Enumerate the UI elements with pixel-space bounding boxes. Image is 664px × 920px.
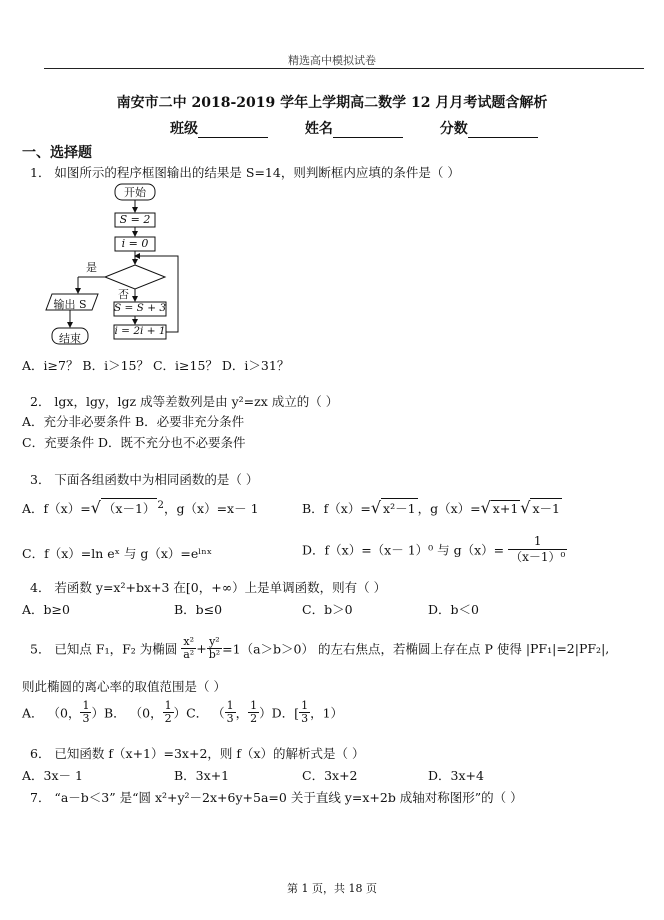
q5-stem: 5． 已知点 F₁，F₂ 为椭圆 $\frac{\text{x²}}{\text{a²}}$ + $\frac{\text{y²}}{\text{b²}}$ =1（a＞b＞0） 的左右焦点，若椭圆上存在点 P 使得 |PF₁|=2|PF₂|, — [30, 635, 610, 661]
q1-stem: 1． 如图所示的程序框图输出的结果是 S=14，则判断框内应填的条件是（ ） — [30, 165, 460, 180]
q3-d-denominator: （x－1）⁰ — [510, 550, 566, 564]
flow-i-update: i = 2i + 1 — [114, 325, 166, 337]
flow-no: 否 — [118, 288, 129, 301]
class-blank — [198, 123, 268, 138]
q3-d-fraction — [508, 534, 567, 565]
q3-b-radicand: x²－1 — [381, 498, 418, 517]
q4-option-a: A．b≥0 — [22, 602, 70, 617]
q6-option-a: A．3x－ 1 — [22, 768, 83, 783]
q5-a-den: 3 — [82, 712, 90, 725]
flow-s-init: S = 2 — [119, 213, 151, 226]
name-blank — [333, 123, 403, 138]
page-footer: 第 1 页，共 18 页 — [287, 882, 377, 895]
q5-a-squared: a² — [183, 648, 195, 661]
q4-stem: 4． 若函数 y=x²+bx+3 在[0，+∞）上是单调函数，则有（ ） — [30, 580, 387, 595]
q6-option-c: C．3x+2 — [302, 768, 358, 783]
q5-stem-prefix: 5． 已知点 F₁，F₂ 为椭圆 — [30, 641, 178, 657]
q3-b-middle: ，g（x）= — [417, 501, 481, 516]
q5-d-den: 3 — [301, 712, 309, 725]
q5-stem-line2: 则此椭圆的离心率的取值范围是（ ） — [22, 679, 226, 694]
q1-options: A．i≥7？ B．i＞15？ C．i≥15？ D．i＞31？ — [22, 358, 290, 373]
q5-options: A． （0， $\frac{1}{3}$ ）B． （0， $\frac{1}{2}$ ）C． （ $\frac{1}{3}$ ， $\frac{1}{2}$ ）D．[ $\frac{1}{3}$ ，1） — [22, 699, 344, 725]
q5-option-d: ）D．[ — [259, 705, 300, 721]
q3-a-suffix: ，g（x）=x－ 1 — [164, 501, 259, 516]
q3-b-radicand3: x－1 — [530, 498, 562, 517]
q5-d-num: 1 — [301, 699, 309, 712]
q6-option-b: B．3x+1 — [174, 768, 230, 783]
flow-start: 开始 — [124, 186, 146, 199]
q6-stem: 6． 已知函数 f（x+1）=3x+2，则 f（x）的解析式是（ ） — [30, 746, 365, 761]
q2-options-cd: C．充要条件 D．既不充分也不必要条件 — [22, 435, 246, 450]
q5-c1-den: 3 — [226, 712, 234, 725]
q5-b-num: 1 — [164, 699, 172, 712]
q5-d-frac — [299, 700, 310, 725]
flow-end: 结束 — [59, 332, 81, 345]
q5-b-squared: b² — [208, 648, 221, 661]
q4-option-d: D．b＜0 — [428, 602, 479, 617]
q5-a-num: 1 — [82, 699, 90, 712]
flow-output: 输出 S — [53, 298, 87, 311]
q5-y-squared: y² — [207, 636, 222, 649]
q4-option-c: C．b＞0 — [302, 602, 353, 617]
q5-b-den: 2 — [164, 712, 172, 725]
page-title: 南安市二中 2018-2019 学年上学期高二数学 12 月月考试题含解析 — [116, 95, 548, 111]
q3-a-exponent: 2 — [157, 498, 165, 511]
class-label: 班级 — [170, 121, 198, 137]
q5-b-frac — [163, 700, 174, 725]
q5-c-frac1 — [225, 700, 236, 725]
q5-option-c: ）C． （ — [173, 705, 225, 721]
q3-d-prefix: D．f（x）=（x－ 1）⁰ 与 g（x）= — [302, 542, 505, 558]
score-label: 分数 — [439, 121, 468, 137]
q5-option-d-end: ，1） — [310, 705, 344, 721]
q5-c2-num: 1 — [250, 699, 258, 712]
q6-option-d: D．3x+4 — [428, 768, 484, 783]
flow-s-update: S = S + 3 — [114, 302, 167, 314]
q5-condition: =1（a＞b＞0） — [222, 641, 314, 657]
q3-b-prefix: B．f（x）= — [302, 501, 371, 516]
q5-c-frac2 — [248, 700, 259, 725]
q5-c1-num: 1 — [226, 699, 234, 712]
q5-ellipse-y — [207, 636, 222, 661]
q3-option-a: A．f（x）=√ （x－1） $^2$，g（x）=x－ 1 — [22, 498, 259, 517]
q5-stem-middle: 的左右焦点，若椭圆上存在点 P 使得 — [317, 641, 522, 657]
student-fields — [170, 118, 570, 138]
q4-option-b: B．b≤0 — [174, 602, 223, 617]
flow-yes: 是 — [86, 261, 97, 274]
header-rule — [44, 68, 644, 69]
name-label: 姓名 — [304, 121, 333, 137]
q3-stem: 3． 下面各组函数中为相同函数的是（ ） — [30, 472, 259, 487]
q3-a-prefix: A．f（x）= — [22, 501, 91, 516]
section-heading: 一、选择题 — [22, 145, 92, 161]
q5-vector-condition: |PF₁|=2|PF₂|, — [525, 641, 610, 656]
q5-option-b: ）B． （0， — [91, 705, 163, 721]
q2-options-ab: A．充分非必要条件 B．必要非充分条件 — [22, 414, 245, 429]
page-header: 精选高中模拟试卷 — [288, 54, 376, 67]
q5-ellipse-x — [181, 636, 196, 661]
flow-i-init: i = 0 — [121, 237, 149, 250]
q3-d-numerator: 1 — [508, 534, 567, 550]
q5-a-frac — [80, 700, 91, 725]
q2-stem: 2． lgx，lgy，lgz 成等差数列是由 y²=zx 成立的（ ） — [30, 394, 339, 409]
q7-stem: 7． “a－b＜3” 是“圆 x²+y²－2x+6y+5a=0 关于直线 y=x+2b 成轴对称图形”的（ ） — [30, 790, 523, 805]
q3-option-c: C．f（x）=ln eˣ 与 g（x）=eˡⁿˣ — [22, 546, 213, 561]
q3-b-radicand2: x+1 — [492, 501, 519, 516]
q5-c2-den: 2 — [250, 712, 258, 725]
q3-option-d — [302, 534, 567, 565]
score-blank — [468, 123, 538, 138]
q3-option-b: B．f（x）=√ x²－1 ，g（x）=√ x+1 √ x－1 — [302, 498, 560, 517]
q3-a-radicand: （x－1） — [101, 498, 158, 517]
q5-x-squared: x² — [181, 636, 196, 649]
q5-option-a: A． （0， — [22, 705, 81, 721]
